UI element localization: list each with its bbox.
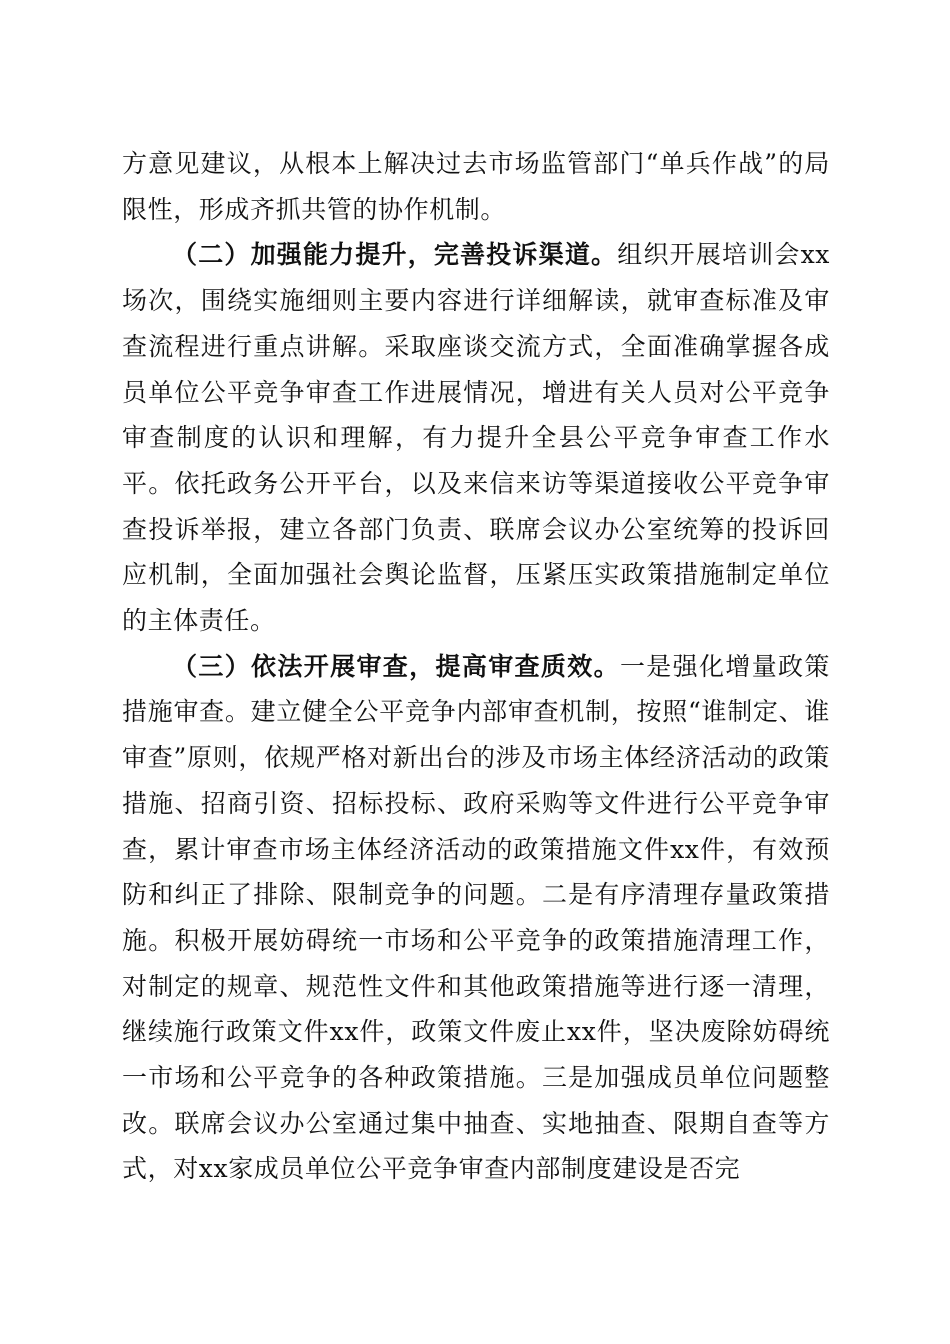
paragraph-text: 一是强化增量政策措施审查。建立健全公平竞争内部审查机制，按照“谁制定、谁审查”原则，依规严格对新出台的涉及市场主体经济活动的政策措施、招商引资、招标投标、政府采购等文件进行公平竞争审查，累计审查市场主体经济活动的政策措施文件xx件，有效预防和纠正了排除、限制竞争的问题。二是有序清理存量政策措施。积极开展妨碍统一市场和公平竞争的政策措施清理工作，对制定的规章、规范性文件和其他政策措施等进行逐一清理，继续施行政策文件xx件，政策文件废止xx件，坚决废除妨碍统一市场和公平竞争的各种政策措施。三是加强成员单位问题整改。联席会议办公室通过集中抽查、实地抽查、限期自查等方式，对xx家成员单位公平竞争审查内部制度建设是否完 bbox=[122, 651, 830, 1184]
section-heading: （三）依法开展审查，提高审查质效。 bbox=[172, 651, 620, 681]
paragraph-section-2 bbox=[122, 232, 830, 643]
paragraph-section-3 bbox=[122, 644, 830, 1192]
paragraph-continuation bbox=[122, 141, 830, 232]
paragraph-text: 方意见建议，从根本上解决过去市场监管部门“单兵作战”的局限性，形成齐抓共管的协作机制。 bbox=[122, 149, 830, 224]
section-heading: （二）加强能力提升，完善投诉渠道。 bbox=[172, 240, 618, 270]
document-body bbox=[122, 141, 830, 1192]
paragraph-text: 组织开展培训会xx场次，围绕实施细则主要内容进行详细解读，就审查标准及审查流程进行重点讲解。采取座谈交流方式，全面准确掌握各成员单位公平竞争审查工作进展情况，增进有关人员对公平竞争审查制度的认识和理解，有力提升全县公平竞争审查工作水平。依托政务公开平台，以及来信来访等渠道接收公平竞争审查投诉举报，建立各部门负责、联席会议办公室统筹的投诉回应机制，全面加强社会舆论监督，压紧压实政策措施制定单位的主体责任。 bbox=[122, 240, 831, 636]
